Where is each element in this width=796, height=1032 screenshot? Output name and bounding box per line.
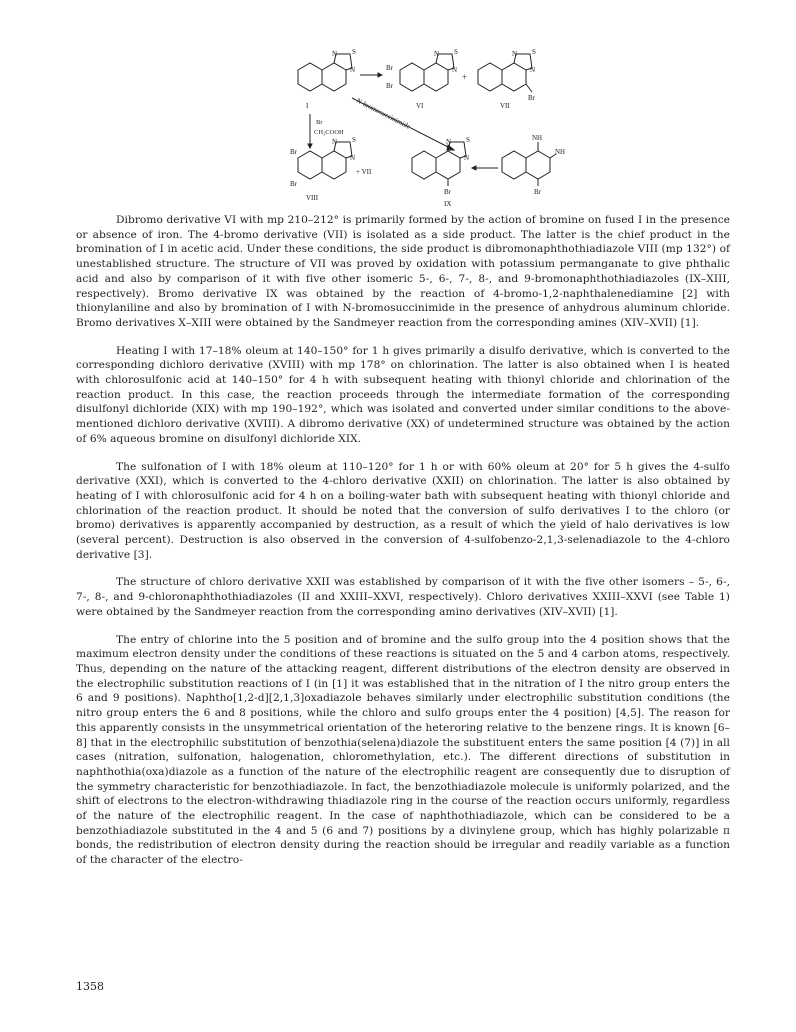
svg-text:N: N bbox=[350, 66, 356, 74]
compound-VIII-structure bbox=[290, 136, 372, 202]
svg-text:NH: NH bbox=[532, 134, 543, 142]
svg-text:S: S bbox=[352, 48, 356, 56]
svg-text:+: + bbox=[462, 72, 468, 82]
svg-text:N: N bbox=[530, 66, 536, 74]
compound-IX-structure bbox=[412, 136, 470, 208]
svg-text:VI: VI bbox=[416, 102, 424, 110]
svg-text:N: N bbox=[452, 66, 458, 74]
svg-text:Br: Br bbox=[528, 94, 535, 102]
svg-text:N: N bbox=[350, 154, 356, 162]
svg-text:Br: Br bbox=[534, 188, 541, 196]
svg-text:N: N bbox=[446, 138, 452, 146]
paragraph: Heating I with 17–18% oleum at 140–150° for 1 h gives primarily a disulfo derivative, which is converted to the corresponding dichloro derivative (XVIII) with mp 178° on chlorination. The latter is also obtained when I is heated with chlorosulfonic acid at 140–150° for 4 h with subsequent heating with thionyl chloride and chlorination of the reaction product. In this case, the reaction proceeds through the intermediate formation of the corresponding disulfonyl dichloride (XIX) with mp 190–192°, which was isolated and converted under similar conditions to the above-mentioned dichloro derivative (XVIII). A dibromo derivative (XX) of undetermined structure was obtained by the action of 6% aqueous bromine on disulfonyl dichloride XIX. bbox=[76, 344, 730, 445]
page-number: 1358 bbox=[76, 980, 104, 993]
svg-text:NH: NH bbox=[555, 148, 566, 156]
svg-text:N: N bbox=[464, 154, 470, 162]
compound-VII-structure bbox=[478, 48, 536, 110]
svg-text:Br: Br bbox=[444, 188, 451, 196]
svg-text:N: N bbox=[512, 50, 518, 58]
paragraph: The sulfonation of I with 18% oleum at 110–120° for 1 h or with 60% oleum at 20° for 5 h gives the 4-sulfo derivative (XXI), which is converted to the 4-chloro derivative (XXII) on chlorination. The latter is also obtained by heating of I with chlorosulfonic acid for 4 h on a boiling-water bath with subsequent heating with thionyl chloride and chlorination of the reaction product. It should be noted that the conversion of sulfo derivatives I to the chloro (or bromo) derivatives is apparently accompanied by destruction, as a result of which the yield of halo derivatives is low (several percent). Destruction is also observed in the conversion of 4-sulfobenzo-2,1,3-selenadiazole to the 4-chloro derivative [3]. bbox=[76, 460, 730, 561]
article-body bbox=[76, 213, 730, 881]
svg-text:S: S bbox=[352, 136, 356, 144]
compound-I-structure bbox=[298, 48, 356, 110]
svg-text:Br: Br bbox=[316, 119, 323, 126]
svg-text:CH₃COOH: CH₃COOH bbox=[314, 129, 344, 136]
svg-text:N-bromosuccinimide: N-bromosuccinimide bbox=[355, 96, 412, 131]
svg-text:S: S bbox=[532, 48, 536, 56]
svg-text:S: S bbox=[466, 136, 470, 144]
svg-text:N: N bbox=[434, 50, 440, 58]
svg-text:IX: IX bbox=[444, 200, 452, 208]
svg-text:VII: VII bbox=[500, 102, 510, 110]
svg-text:N: N bbox=[332, 138, 338, 146]
paragraph: The structure of chloro derivative XXII was established by comparison of it with the five other isomers – 5-, 6-, 7-, 8-, and 9-chloronaphthothiadiazoles (II and XXIII–XXVI, respectively). Chloro derivatives XXIII–XXVI (see Table 1) were obtained by the Sandmeyer reaction from the corresponding amino derivatives (XIV–XVII) [1]. bbox=[76, 576, 730, 618]
svg-text:Br: Br bbox=[290, 180, 297, 188]
paragraph: The entry of chlorine into the 5 position and of bromine and the sulfo group into the 4 position shows that the maximum electron density under the conditions of these reactions is situated on the 5 and 4 carbon atoms, respectively. Thus, depending on the nature of the attacking reagent, different distributions of the electron density are observed in the electrophilic substitution reactions of I (in [1] it was established that in the nitration of I the nitro group enters the 6 and 9 positions). Naphtho[1,2-d][2,1,3]oxadiazole behaves similarly under electrophilic substitution conditions (the nitro group enters the 6 and 8 positions, while the chloro and sulfo groups enter the 4 position) [4,5]. The reason for this apparently consists in the unsymmetrical orientation of the heteroring relative to the benzene rings. It is known [6–8] that in the electrophilic substitution of benzothia(selena)diazole the substituent enters the same position [4 (7)] in all cases (nitration, sulfonation, halogenation, chloromethylation, etc.). The different directions of substitution in naphthothia(oxa)diazole as a function of the nature of the electrophilic reagent are consequently due to disruption of the symmetry characteristic for benzothiadiazole. In fact, the benzothiadiazole molecule is uniformly polarized, and the shift of electrons to the electron-withdrawing thiadiazole ring in the course of the reaction occurs uniformly, regardless of the nature of the electrophilic reagent. In the case of naphthothiadiazole, which can be considered to be a benzothiadiazole substituted in the 4 and 5 (6 and 7) positions by a divinylene group, which has highly polarizable π bonds, the redistribution of electron density during the reaction should be irregular and readily variable as a function of the character of the electro- bbox=[76, 633, 730, 867]
svg-text:I: I bbox=[306, 102, 309, 110]
svg-text:Br: Br bbox=[386, 64, 393, 72]
paragraph: Dibromo derivative VI with mp 210–212° is primarily formed by the action of bromine on fused I in the presence or absence of iron. The 4-bromo derivative (VII) is isolated as a side product. The latter is the chief product in the bromination of I in acetic acid. Under these conditions, the side product is dibromonaphthothiadiazole VIII (mp 132°) of unestablished structure. The structure of VII was proved by oxidation with potassium permanganate to give phthalic acid and also by comparison of it with five other isomeric 5-, 6-, 7-, 8-, and 9-bromonaphthothiadiazoles (IX–XIII, respectively). Bromo derivative IX was obtained by the reaction of 4-bromo-1,2-naphthalenediamine [2] with thionylaniline and also by bromination of I with N-bromosuccinimide in the presence of anhydrous aluminum chloride. Bromo derivatives X–XIII were obtained by the Sandmeyer reaction from the corresponding amines (XIV–XVII) [1]. bbox=[76, 214, 730, 329]
svg-text:VIII: VIII bbox=[306, 194, 319, 202]
diamine-structure bbox=[502, 134, 565, 196]
svg-text:Br: Br bbox=[290, 148, 297, 156]
svg-text:N: N bbox=[332, 50, 338, 58]
svg-text:S: S bbox=[454, 48, 458, 56]
svg-text:Br: Br bbox=[386, 82, 393, 90]
svg-text:+ VII: + VII bbox=[356, 168, 372, 176]
compound-VI-structure bbox=[386, 48, 458, 110]
reaction-scheme bbox=[270, 40, 570, 210]
